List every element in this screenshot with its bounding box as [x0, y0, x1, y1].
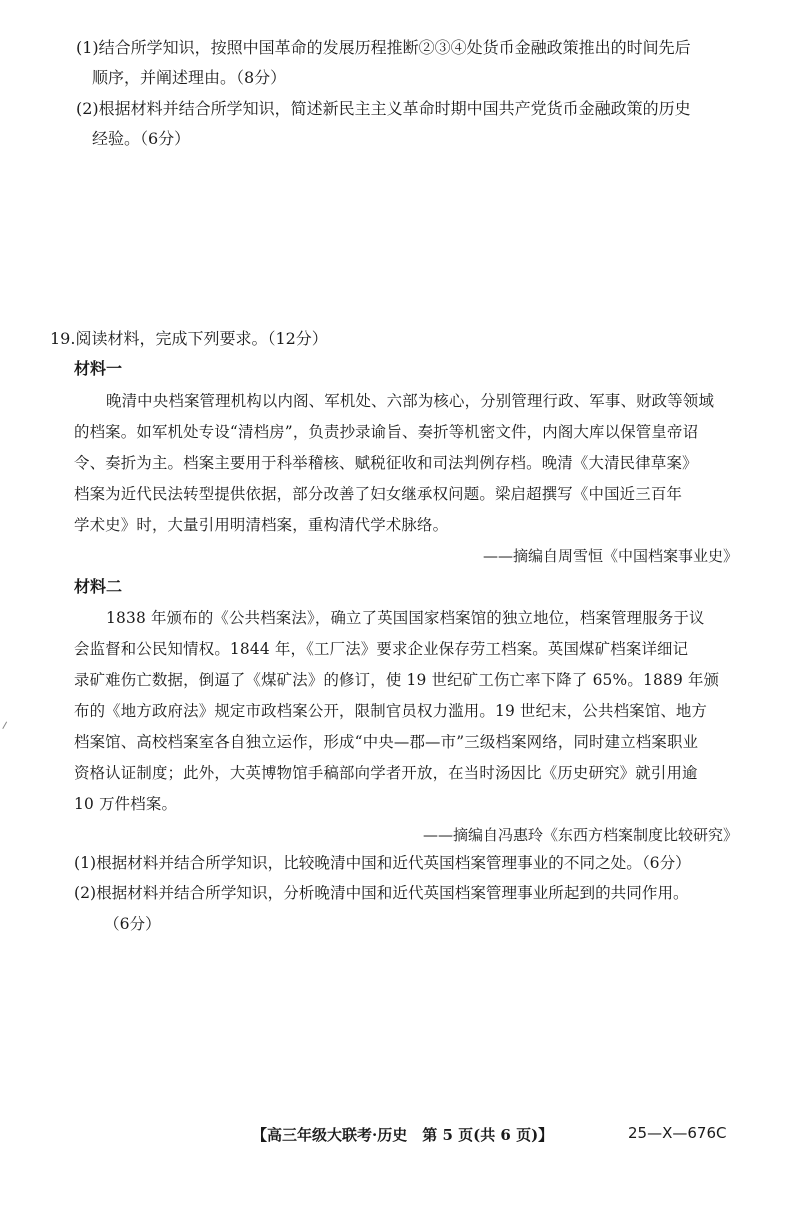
q18-part1-line1: (1)结合所学知识，按照中国革命的发展历程推断②③④处货币金融政策推出的时间先后 — [76, 38, 691, 57]
material1-title: 材料一 — [74, 359, 123, 378]
q18-part2-line1: (2)根据材料并结合所学知识，简述新民主主义革命时期中国共产党货币金融政策的历史 — [76, 99, 691, 118]
scan-speck — [2, 722, 9, 731]
material2-line: 录矿难伤亡数据，倒逼了《煤矿法》的修订，使 19 世纪矿工伤亡率下降了 65%。1889 年颁 — [74, 671, 720, 689]
material2-line: 10 万件档案。 — [74, 795, 178, 813]
material1-source: ——摘编自周雪恒《中国档案事业史》 — [482, 547, 738, 565]
q19-question1: (1)根据材料并结合所学知识，比较晚清中国和近代英国档案管理事业的不同之处。（6分） — [74, 854, 691, 872]
q19-question2-line1: (2)根据材料并结合所学知识，分析晚清中国和近代英国档案管理事业所起到的共同作用。 — [74, 884, 689, 902]
q18-part1-line2: 顺序，并阐述理由。（8分） — [92, 68, 287, 87]
q19-question2-line2: （6分） — [104, 915, 161, 933]
material2-line: 档案馆、高校档案室各自独立运作，形成“中央—郡—市”三级档案网络，同时建立档案职业 — [74, 733, 699, 751]
footer-exam-code: 25—X—676C — [628, 1124, 727, 1142]
material1-line: 的档案。如军机处专设“清档房”，负责抄录谕旨、奏折等机密文件，内阁大库以保管皇帝诏 — [74, 423, 699, 441]
q19-heading: 19.阅读材料，完成下列要求。（12分） — [50, 329, 328, 348]
material1-line: 档案为近代民法转型提供依据，部分改善了妇女继承权问题。梁启超撰写《中国近三百年 — [74, 485, 683, 503]
material2-line: 资格认证制度；此外，大英博物馆手稿部向学者开放，在当时汤因比《历史研究》就引用逾 — [74, 764, 698, 782]
material2-line: 布的《地方政府法》规定市政档案公开，限制官员权力滥用。19 世纪末，公共档案馆、地方 — [74, 702, 708, 720]
footer-page-info: 【高三年级大联考·历史 第 5 页(共 6 页)】 — [252, 1126, 554, 1144]
q18-part2-line2: 经验。（6分） — [92, 129, 191, 148]
material2-line: 会监督和公民知情权。1844 年，《工厂法》要求企业保存劳工档案。英国煤矿档案详细记 — [74, 640, 689, 658]
material1-line: 学术史》时，大量引用明清档案，重构清代学术脉络。 — [74, 516, 449, 534]
material1-line: 晚清中央档案管理机构以内阁、军机处、六部为核心，分别管理行政、军事、财政等领域 — [106, 392, 715, 410]
material2-title: 材料二 — [74, 577, 123, 596]
material2-source: ——摘编自冯惠玲《东西方档案制度比较研究》 — [422, 826, 738, 844]
material2-line: 1838 年颁布的《公共档案法》，确立了英国国家档案馆的独立地位，档案管理服务于议 — [106, 609, 705, 627]
material1-line: 令、奏折为主。档案主要用于科举稽核、赋税征收和司法判例存档。晚清《大清民律草案》 — [74, 454, 698, 472]
